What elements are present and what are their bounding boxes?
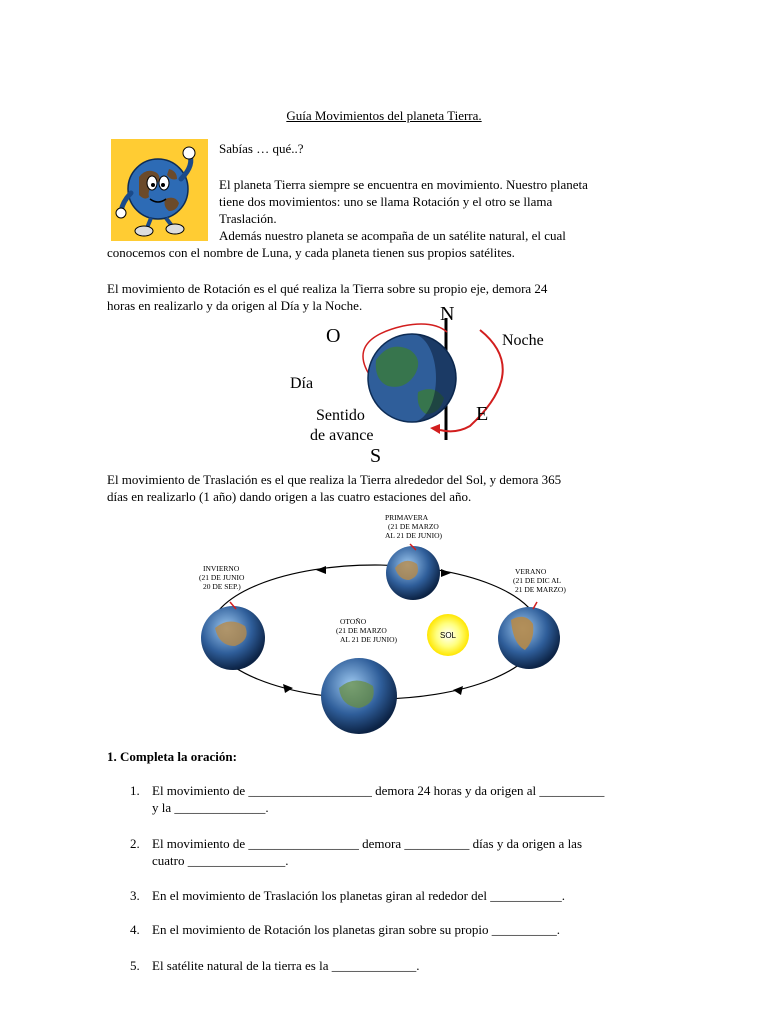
invierno-dates: 20 DE SEP.) bbox=[203, 582, 241, 591]
primavera-dates: (21 DE MARZO bbox=[388, 522, 439, 531]
item-text: En el movimiento de Rotación los planetas giran sobre su propio __________. bbox=[152, 922, 560, 937]
compass-south: S bbox=[370, 445, 382, 467]
exercise-item bbox=[130, 782, 604, 816]
item-number: 1. bbox=[130, 783, 140, 798]
item-text: El movimiento de _________________ demora __________ días y da origen a las bbox=[152, 836, 583, 851]
item-number: 5. bbox=[130, 958, 140, 973]
earth-mascot-image bbox=[111, 139, 208, 241]
item-text: El satélite natural de la tierra es la _____________. bbox=[152, 958, 420, 973]
item-text-cont: y la ______________. bbox=[152, 800, 269, 815]
compass-west: O bbox=[326, 325, 341, 347]
translation-paragraph bbox=[107, 471, 667, 505]
translation-line: El movimiento de Traslación es el que realiza la Tierra alrededor del Sol, y demora 365 bbox=[107, 472, 562, 487]
intro-line: El planeta Tierra siempre se encuentra en movimiento. Nuestro planeta bbox=[219, 177, 588, 192]
item-number: 3. bbox=[130, 888, 140, 903]
page-title: Guía Movimientos del planeta Tierra. bbox=[286, 108, 482, 123]
exercise-heading: 1. Completa la oración: bbox=[107, 749, 237, 764]
intro-line: tiene dos movimientos: uno se llama Rotación y el otro se llama bbox=[219, 194, 553, 209]
verano-dates: (21 DE DIC AL bbox=[513, 576, 562, 585]
invierno-label: INVIERNO bbox=[203, 564, 240, 573]
rotation-line: El movimiento de Rotación es el qué realiza la Tierra sobre su propio eje, demora 24 bbox=[107, 281, 548, 296]
translation-line: días en realizarlo (1 año) dando origen a las cuatro estaciones del año. bbox=[107, 489, 472, 504]
day-label: Día bbox=[290, 375, 314, 392]
verano-dates: 21 DE MARZO) bbox=[515, 585, 566, 594]
invierno-dates: (21 DE JUNIO bbox=[199, 573, 245, 582]
direction-label-1: Sentido bbox=[316, 407, 365, 424]
exercise-item bbox=[130, 957, 420, 974]
primavera-dates: AL 21 DE JUNIO) bbox=[385, 531, 443, 540]
intro-line: Traslación. bbox=[219, 211, 277, 226]
rotation-diagram bbox=[280, 300, 570, 470]
intro-line-wide: conocemos con el nombre de Luna, y cada planeta tienen sus propios satélites. bbox=[107, 245, 515, 260]
sun-label: SOL bbox=[439, 631, 457, 640]
compass-north: N bbox=[440, 303, 455, 325]
rotation-line: horas en realizarlo y da origen al Día y la Noche. bbox=[107, 298, 363, 313]
verano-label: VERANO bbox=[515, 567, 547, 576]
translation-diagram bbox=[195, 510, 575, 742]
item-text: En el movimiento de Traslación los planetas giran al rededor del ___________. bbox=[152, 888, 566, 903]
otono-dates: (21 DE MARZO bbox=[336, 626, 387, 635]
item-text-cont: cuatro _______________. bbox=[152, 853, 289, 868]
item-number: 2. bbox=[130, 836, 140, 851]
exercise-item bbox=[130, 921, 560, 938]
item-number: 4. bbox=[130, 922, 140, 937]
intro-paragraph bbox=[219, 176, 659, 244]
exercise-item bbox=[130, 835, 582, 869]
primavera-label: PRIMAVERA bbox=[385, 513, 429, 522]
exercise-item bbox=[130, 887, 565, 904]
item-text: El movimiento de ___________________ demora 24 horas y da origen al __________ bbox=[152, 783, 605, 798]
night-label: Noche bbox=[502, 332, 544, 349]
compass-east: E bbox=[476, 403, 489, 425]
otono-dates: AL 21 DE JUNIO) bbox=[340, 635, 398, 644]
sabias-que-text: Sabías … qué..? bbox=[219, 141, 304, 156]
intro-line: Además nuestro planeta se acompaña de un satélite natural, el cual bbox=[219, 228, 566, 243]
otono-label: OTOÑO bbox=[340, 617, 367, 626]
direction-label-2: de avance bbox=[310, 427, 374, 444]
